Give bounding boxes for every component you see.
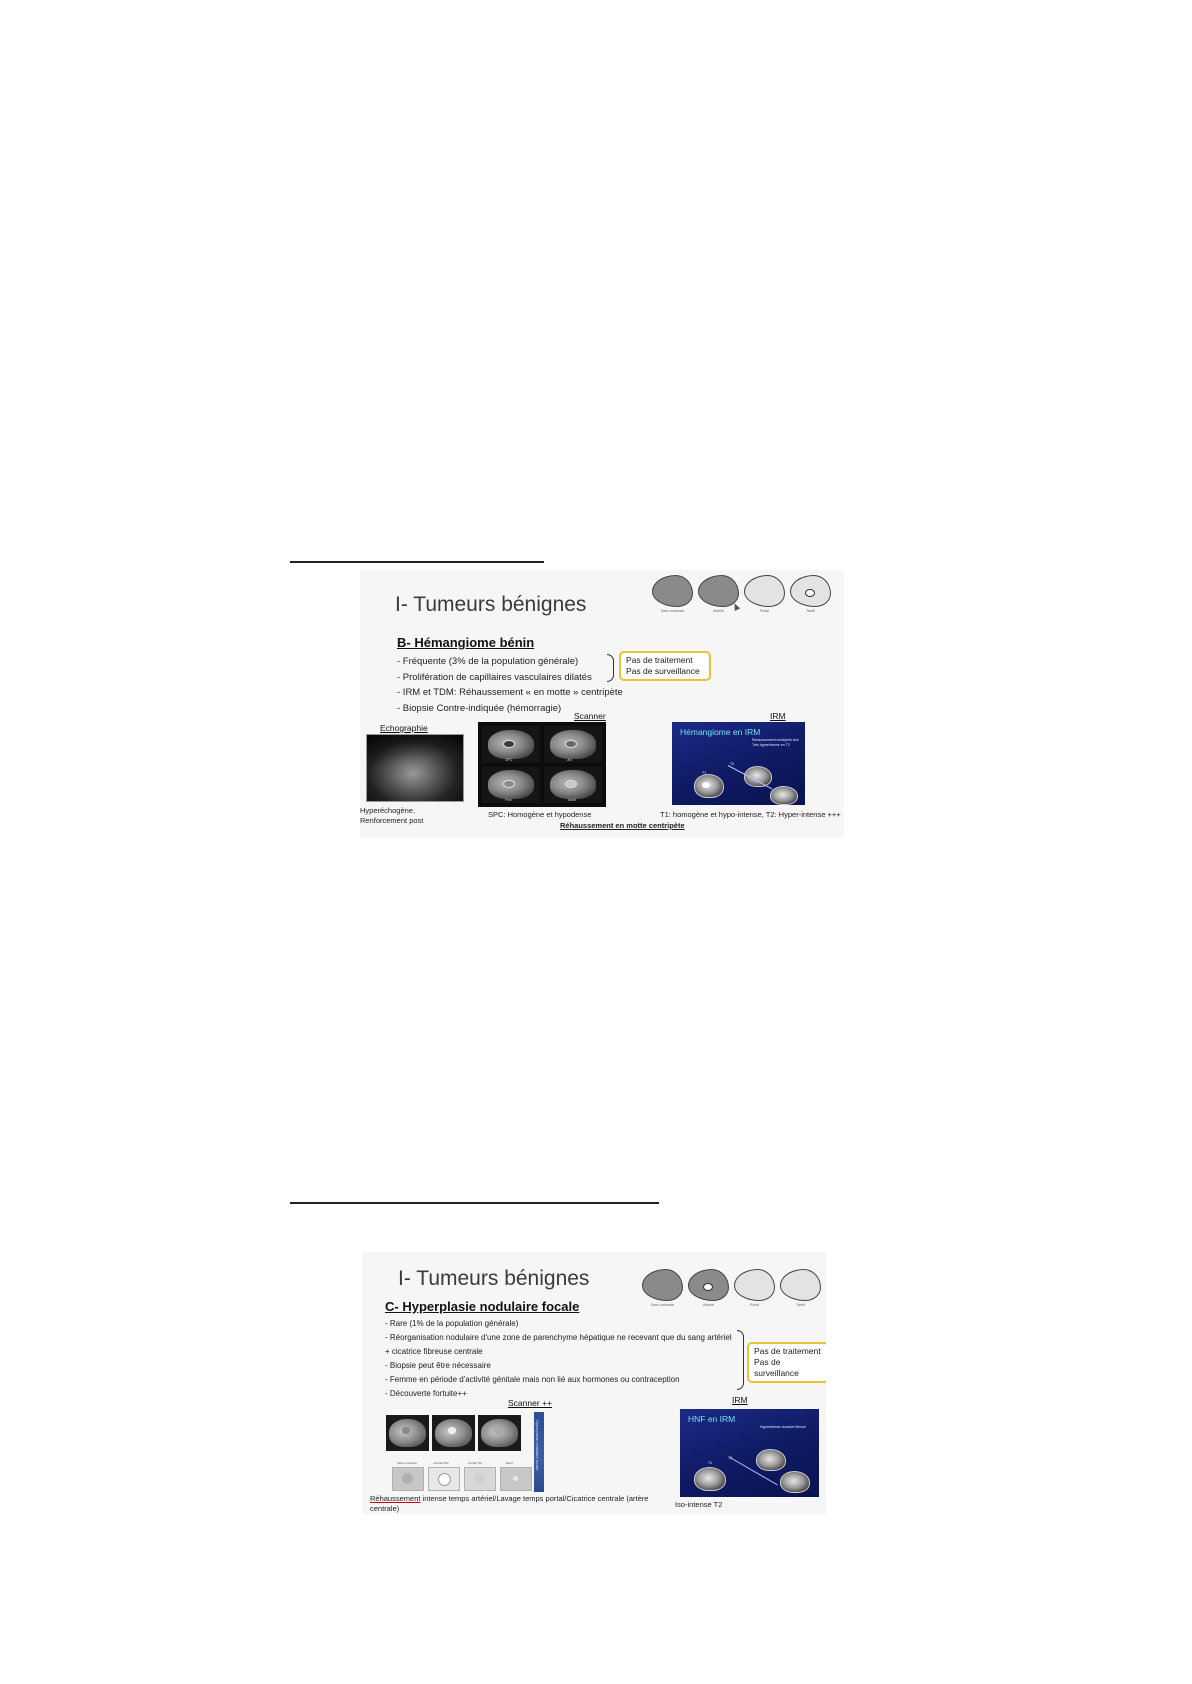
mri-note: Hyperintense cicatrice fibrose [760, 1425, 806, 1429]
label-irm: IRM [770, 711, 786, 721]
scheme-square [464, 1467, 496, 1491]
scheme-square [392, 1467, 424, 1491]
ct-slice: Tardif [544, 767, 602, 804]
liver-phase-icons [642, 1269, 821, 1307]
brace-icon [607, 654, 614, 682]
label-scanner: Scanner ++ [508, 1398, 552, 1408]
liver-icon-portal: Portal [734, 1269, 775, 1307]
mri-slice [694, 774, 724, 798]
liver-icon-portal: Portal [744, 575, 785, 613]
mri-title: Hémangiome en IRM [680, 727, 761, 737]
bullet-list [397, 654, 623, 716]
bullet-item: - Rare (1% de la population générale) [385, 1319, 519, 1328]
mri-note: Rehaussement centripète lent Très hyperintense en T2 [752, 738, 799, 747]
mri-tag: T1 [702, 771, 707, 775]
liver-phase-icons [652, 575, 831, 613]
slide-hemangiome [360, 570, 844, 838]
horizontal-rule-top [290, 561, 544, 563]
bullet-item: - Femme en période d'activité génitale mais non lié aux hormones ou contraception [385, 1375, 680, 1384]
caption-irm: T1: homogène et hypo-intense, T2: Hyper-intense +++ [660, 810, 841, 819]
ct-scan-image [478, 722, 606, 807]
label-echographie: Echographie [380, 723, 428, 733]
caption-irm: Iso-intense T2 [675, 1500, 723, 1509]
liver-icon-tardif: Tardif [780, 1269, 821, 1307]
ct-slice: Port [482, 767, 540, 804]
slide-title: I- Tumeurs bénignes [398, 1267, 590, 1290]
ct-slice: SPC [482, 726, 540, 763]
mri-slice [780, 1471, 810, 1493]
mri-tag: T1 [708, 1461, 713, 1465]
caption-echographie: Hyperéchogène, Renforcement post [360, 806, 424, 825]
callout-line: Pas de surveillance [626, 666, 700, 676]
callout-box [619, 651, 711, 681]
enhancement-scheme [392, 1467, 532, 1491]
mri-image [680, 1409, 819, 1497]
callout-line: Pas de traitement [626, 655, 693, 665]
ct-slice [478, 1415, 521, 1451]
bullet-list [385, 1317, 732, 1401]
horizontal-rule-bottom [290, 1202, 659, 1204]
slide-hyperplasie-nodulaire-focale [362, 1252, 826, 1514]
liver-icon-arteriel: Artériel [688, 1269, 729, 1307]
mri-title: HNF en IRM [688, 1414, 736, 1424]
liver-icon-sans-contraste: Sans contraste [652, 575, 693, 613]
scheme-square [500, 1467, 532, 1491]
bullet-item: - Fréquente (3% de la population générale) [397, 656, 579, 667]
liver-icon-arteriel: Artériel [698, 575, 739, 613]
mri-slice [770, 786, 798, 805]
ct-scan-image [386, 1415, 521, 1451]
bullet-item: - IRM et TDM: Réhaussement « en motte » centripète [397, 687, 623, 698]
bullet-item: - Prolifération de capillaires vasculaires dilatés [397, 671, 592, 683]
caption-scanner: SPC: Homogène et hypodense [488, 810, 592, 819]
label-irm: IRM [732, 1395, 748, 1405]
mri-slice [756, 1449, 786, 1471]
ct-side-bar: Hyperplasie nodulaire focale [534, 1412, 544, 1492]
callout-box [747, 1342, 826, 1383]
liver-icon-tardif: Tardif [790, 575, 831, 613]
bullet-item: - Réorganisation nodulaire d'une zone de parenchyme hépatique ne recevant que du sang artériel [385, 1333, 732, 1342]
slide-title: I- Tumeurs bénignes [395, 593, 587, 616]
bullet-item: - Biopsie Contre-indiquée (hémorragie) [397, 702, 562, 714]
bullet-item: - Découverte fortuite++ [385, 1389, 467, 1398]
ct-slice [386, 1415, 429, 1451]
brace-icon [737, 1330, 744, 1390]
mri-slice [694, 1467, 726, 1491]
label-scanner: Scanner [574, 711, 606, 721]
ct-slice [432, 1415, 475, 1451]
liver-icon-sans-contraste: Sans contraste [642, 1269, 683, 1307]
scheme-captions: Sans contraste Artériel 35s Portal 70s Tardif [396, 1461, 513, 1465]
ct-slice: Art [544, 726, 602, 763]
bullet-item: + cicatrice fibreuse centrale [385, 1347, 483, 1356]
ultrasound-image [366, 734, 464, 802]
mri-image [672, 722, 805, 805]
scheme-square [428, 1467, 460, 1491]
section-heading: C- Hyperplasie nodulaire focale [385, 1299, 580, 1314]
callout-line: Pas de traitement [754, 1346, 821, 1356]
caption-footer: Réhaussement en motte centripète [560, 821, 685, 830]
section-heading: B- Hémangiome bénin [397, 635, 535, 650]
caption-scanner: Réhaussement intense temps artériel/Lavage temps portal/Cicatrice centrale (artère centrale) [370, 1494, 649, 1513]
mri-tag: T2 [730, 762, 735, 766]
bullet-item: - Biopsie peut être nécessaire [385, 1361, 491, 1370]
callout-line: Pas de surveillance [754, 1357, 799, 1378]
